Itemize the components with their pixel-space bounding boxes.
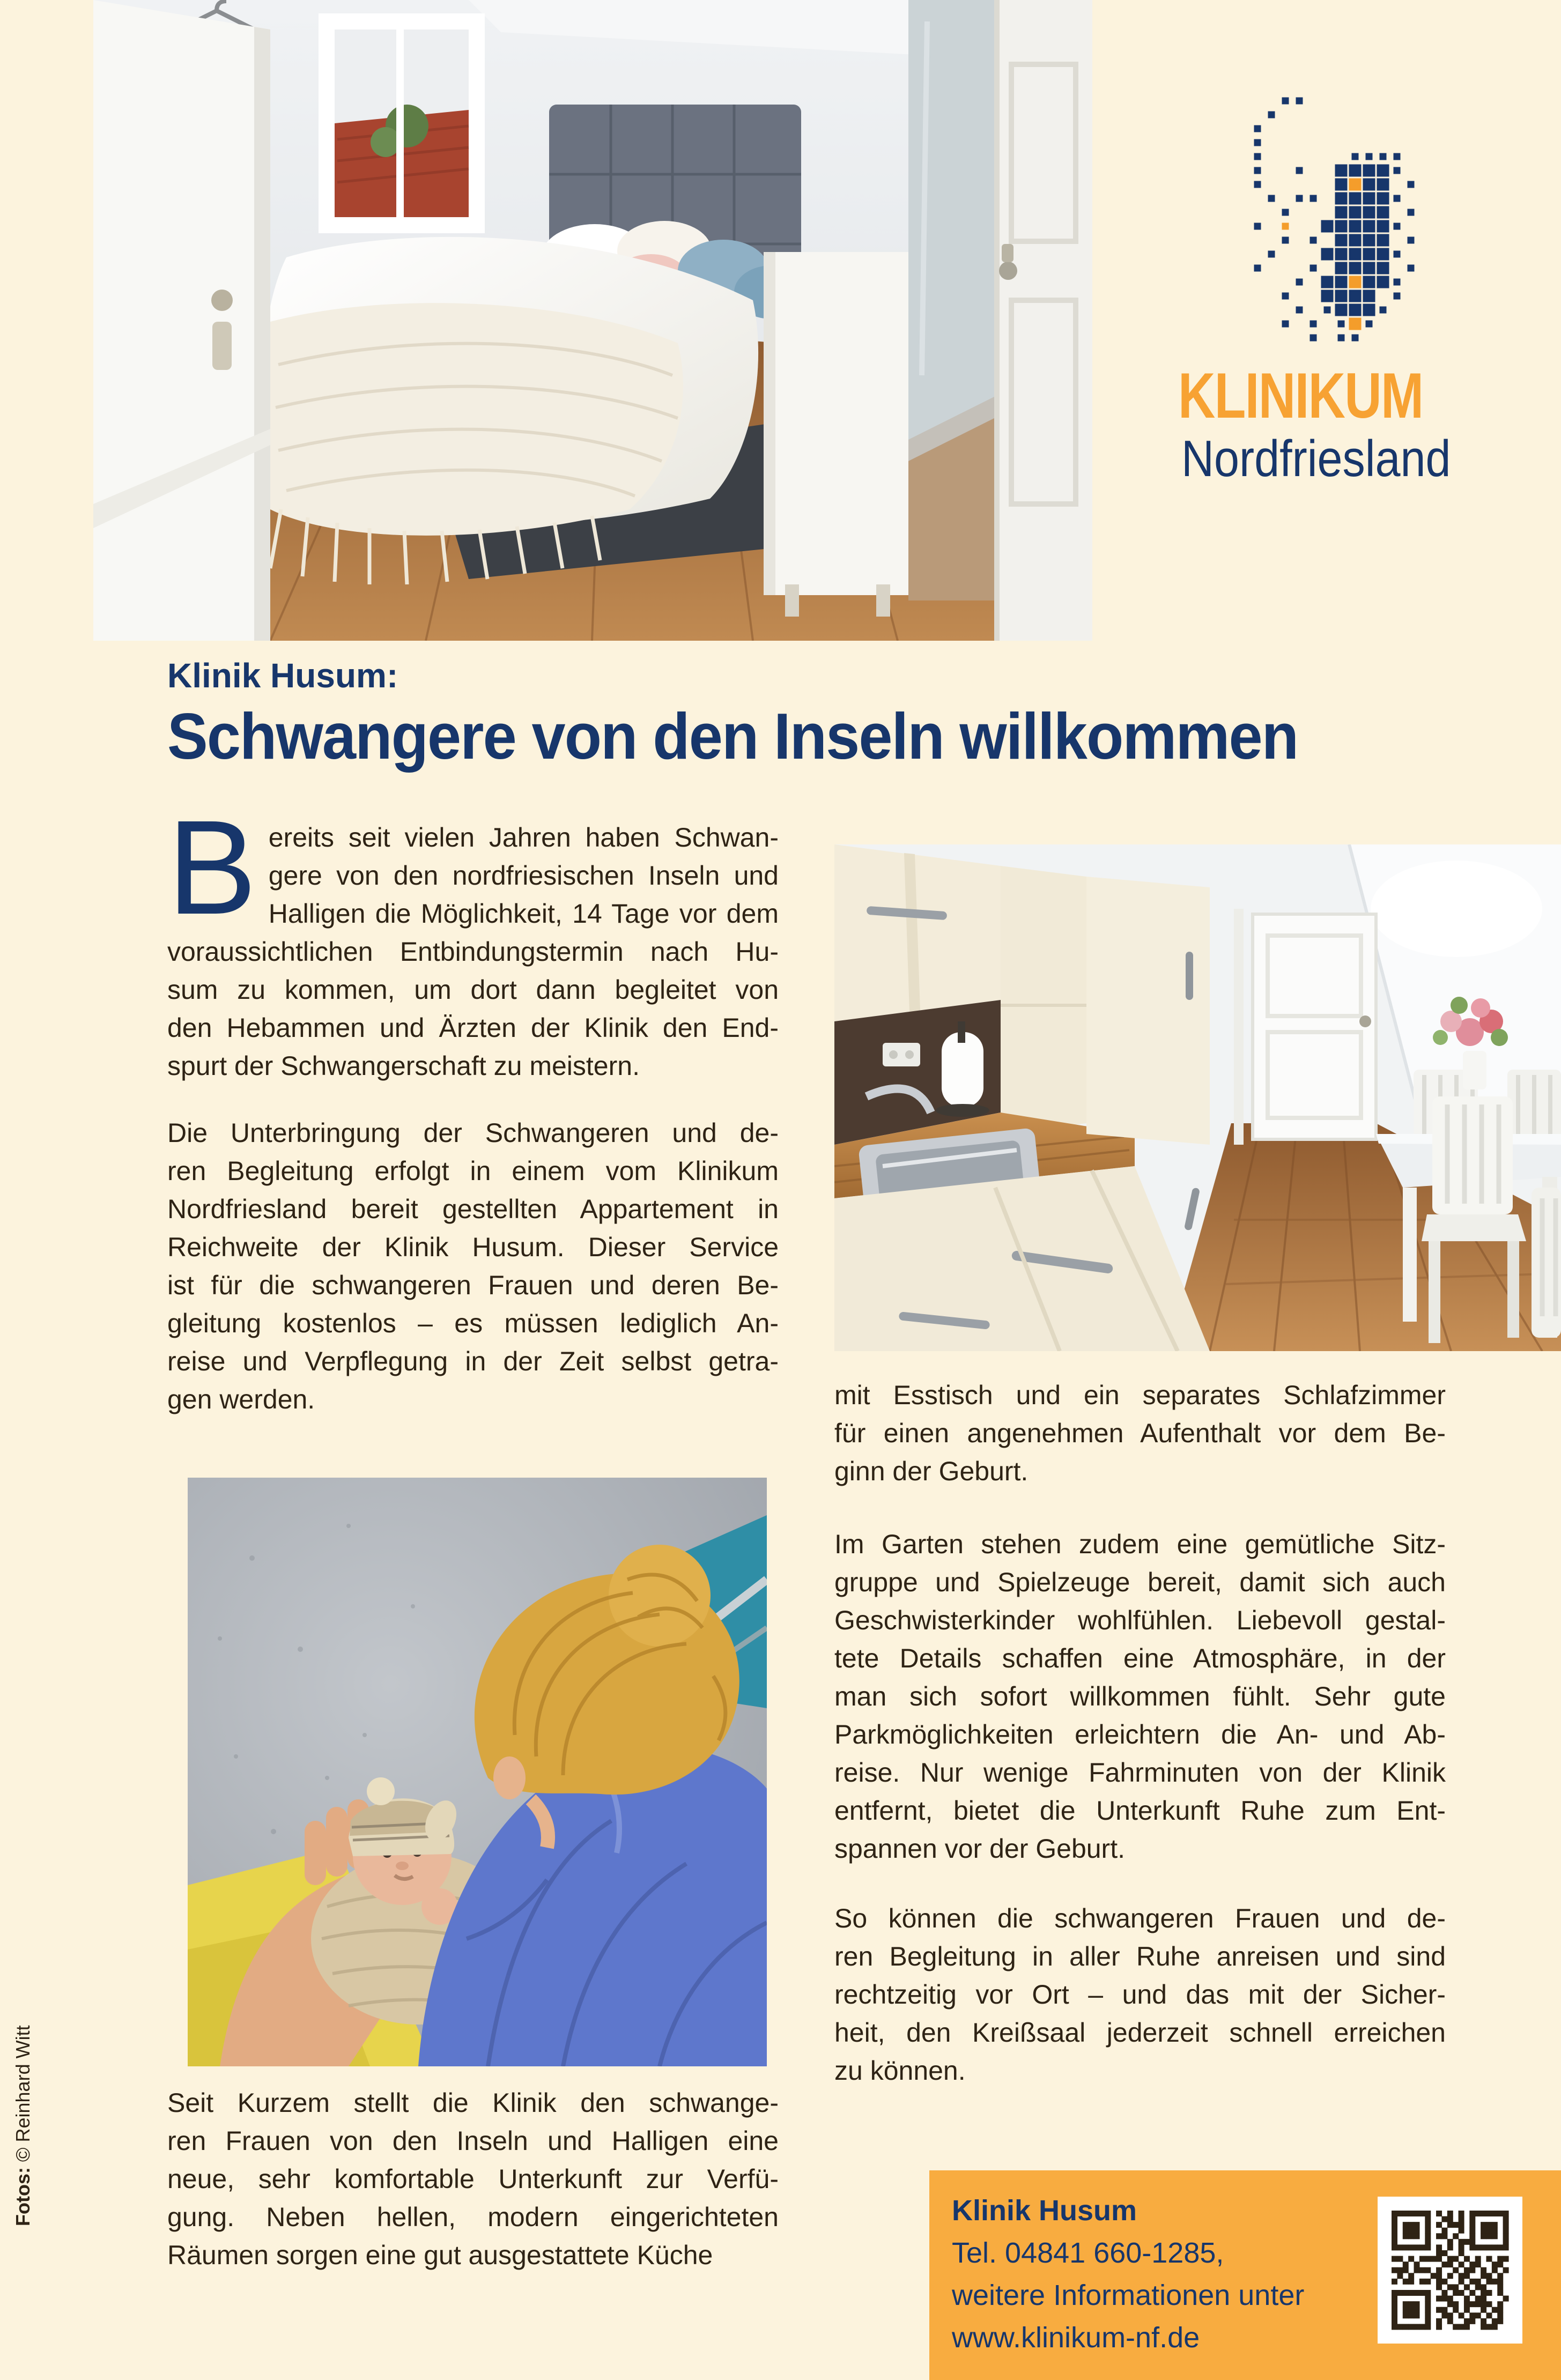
text-line: Räumen sorgen eine gut ausgestattete Küche xyxy=(167,2240,713,2270)
wardrobe xyxy=(764,252,908,617)
klinikum-logo xyxy=(1223,94,1426,346)
text-line: Die Unterbringung der Schwangeren und de- xyxy=(167,1118,779,1148)
text-line: heit, den Kreißsaal jederzeit schnell erreichen xyxy=(834,2018,1446,2048)
baby-photo xyxy=(188,1478,767,2066)
right-door xyxy=(994,0,1092,641)
text-line: entfernt, bietet die Unterkunft Ruhe zum Ent- xyxy=(834,1796,1446,1826)
page-title: Schwangere von den Inseln willkommen xyxy=(167,700,1298,773)
contact-title: Klinik Husum xyxy=(952,2194,1137,2227)
text-line: So können die schwangeren Frauen und de- xyxy=(834,1903,1446,1933)
text-line: reise. Nur wenige Fahrminuten von der Klinik xyxy=(834,1758,1446,1788)
text-line: für einen angenehmen Aufenthalt vor dem Be- xyxy=(834,1418,1446,1448)
bedroom-photo xyxy=(93,0,1092,641)
paragraph-2 xyxy=(167,1114,779,1419)
text-line: ginn der Geburt. xyxy=(834,1456,1029,1486)
klinikum-logo-icon xyxy=(1223,94,1426,346)
text-line: Parkmöglichkeiten erleichtern die An- und Ab- xyxy=(834,1719,1446,1749)
text-line: ren Begleitung in aller Ruhe anreisen und sind xyxy=(834,1941,1446,1971)
text-line: ereits seit vielen Jahren haben Schwan- xyxy=(268,822,779,852)
logo-wordmark: KLINIKUM xyxy=(1178,360,1423,432)
mirror xyxy=(908,0,994,600)
text-line: ren Begleitung erfolgt in einem vom Klinikum xyxy=(167,1156,779,1186)
text-line: gen werden. xyxy=(167,1384,315,1414)
contact-info-box xyxy=(929,2170,1561,2380)
contact-info-line: weitere Informationen unter xyxy=(952,2279,1305,2311)
logo-subtitle: Nordfriesland xyxy=(1181,430,1451,487)
text-line: Seit Kurzem stellt die Klinik den schwange- xyxy=(167,2088,779,2118)
paragraph-5 xyxy=(834,1525,1446,1868)
text-line: neue, sehr komfortable Unterkunft zur Verfü- xyxy=(167,2164,779,2194)
text-line: mit Esstisch und ein separates Schlafzimmer xyxy=(834,1380,1446,1410)
text-line: gleitung kostenlos – es müssen lediglich An- xyxy=(167,1308,779,1338)
text-line: sum zu kommen, um dort dann begleitet von xyxy=(167,975,779,1005)
text-line: spurt der Schwangerschaft zu meistern. xyxy=(167,1051,640,1081)
chair xyxy=(1532,1188,1561,1338)
contact-phone: Tel. 04841 660-1285, xyxy=(952,2237,1224,2269)
text-line: Im Garten stehen zudem eine gemütliche Sitz- xyxy=(834,1529,1446,1559)
drop-cap: B xyxy=(167,792,257,942)
text-line: gung. Neben hellen, modern eingerichteten xyxy=(167,2202,779,2232)
text-line: zu können. xyxy=(834,2056,966,2086)
text-line: Geschwisterkinder wohlfühlen. Liebevoll gestal- xyxy=(834,1605,1446,1635)
text-line: Reichweite der Klinik Husum. Dieser Service xyxy=(167,1232,779,1262)
window xyxy=(319,13,485,233)
paragraph-6 xyxy=(834,1900,1446,2090)
kicker: Klinik Husum: xyxy=(167,656,398,695)
text-line: reise und Verpflegung in der Zeit selbst getra- xyxy=(167,1346,779,1376)
text-line: voraussichtlichen Entbindungstermin nach Hu- xyxy=(167,937,779,967)
text-line: Halligen die Möglichkeit, 14 Tage vor dem xyxy=(268,899,779,929)
text-line: rechtzeitig vor Ort – und das mit der Sicher- xyxy=(834,1979,1446,2010)
text-line: spannen vor der Geburt. xyxy=(834,1834,1125,1864)
text-line: gruppe und Spielzeuge bereit, damit sich auch xyxy=(834,1567,1446,1597)
text-line: tete Details schaffen eine Atmosphäre, in der xyxy=(834,1643,1446,1673)
paragraph-1 xyxy=(167,792,779,1085)
contact-website: www.klinikum-nf.de xyxy=(952,2322,1200,2354)
text-line: gere von den nordfriesischen Inseln und xyxy=(268,861,779,891)
hall-door xyxy=(1234,909,1376,1145)
left-door xyxy=(93,0,270,641)
paragraph-4 xyxy=(834,1376,1446,1491)
text-line: Nordfriesland bereit gestellten Appartement in xyxy=(167,1194,779,1224)
text-line: ist für die schwangeren Frauen und deren Be- xyxy=(167,1270,779,1300)
qr-code xyxy=(1378,2197,1522,2344)
kitchen-photo xyxy=(834,844,1561,1351)
text-line: den Hebammen und Ärzten der Klinik den End- xyxy=(167,1013,779,1043)
paragraph-3 xyxy=(167,2084,779,2274)
text-line: man sich sofort willkommen fühlt. Sehr gute xyxy=(834,1681,1446,1711)
text-line: ren Frauen von den Inseln und Halligen eine xyxy=(167,2126,779,2156)
photo-credit: Fotos: © Reinhard Witt xyxy=(12,2025,34,2226)
